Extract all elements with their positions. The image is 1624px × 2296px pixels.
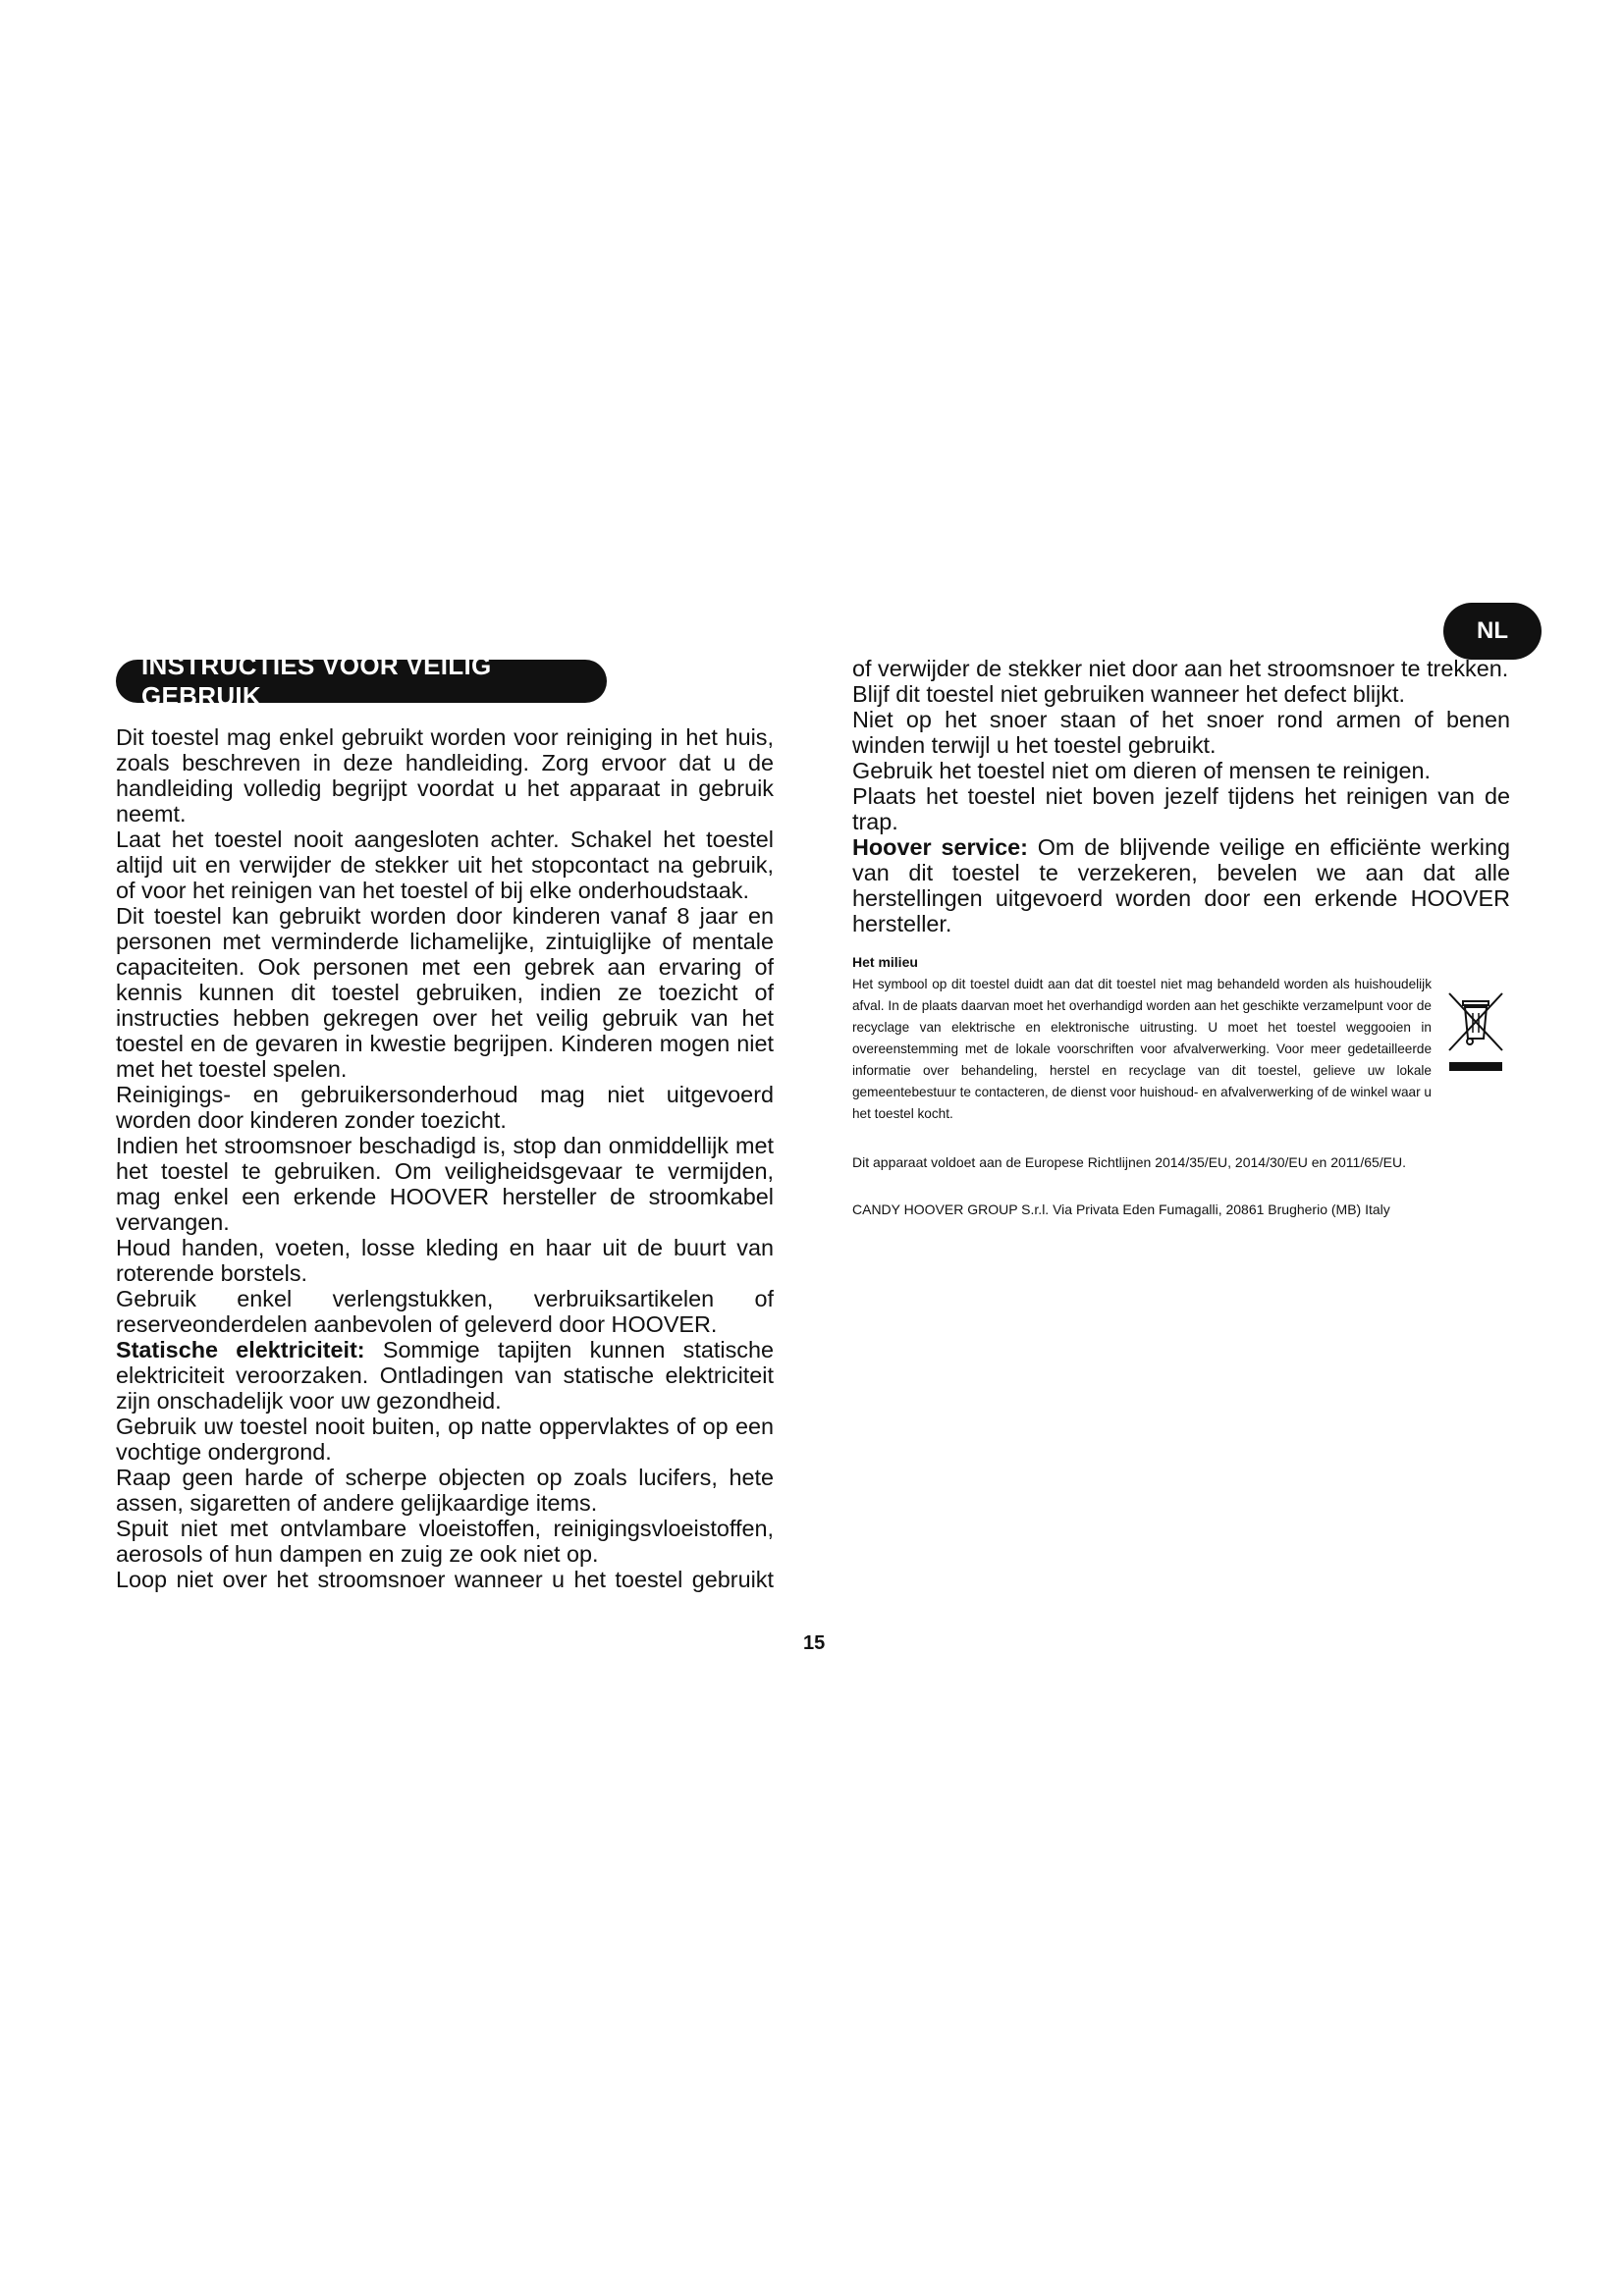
paragraph: Dit toestel kan gebruikt worden door kinderen vanaf 8 jaar en personen met verminderde lichamelijke, zintuiglijke of mentale capaciteiten. Ook personen met een gebrek aan ervaring of kennis kunnen dit toestel gebruiken, indien ze toezicht of instructies hebben gekregen over het veilig gebruik van het toestel en de gevaren in kwestie begrijpen. Kinderen mogen niet met het toestel spelen. (116, 903, 774, 1082)
paragraph: Gebruik het toestel niet om dieren of mensen te reinigen. (852, 758, 1432, 783)
paragraph-continued: Loop niet over het stroomsnoer wanneer u het toestel gebruikt (116, 1567, 774, 1592)
service-label: Hoover service: (852, 834, 1028, 860)
paragraph: Dit toestel mag enkel gebruikt worden voor reiniging in het huis, zoals beschreven in deze handleiding. Zorg ervoor dat u de handleiding volledig begrijpt voordat u het apparaat in gebruik neemt. (116, 724, 774, 827)
environment-text: Het symbool op dit toestel duidt aan dat dit toestel niet mag behandeld worden als huishoudelijk afval. In de plaats daarvan moet het overhandigd worden aan het geschikte verzamelpunt voor de recyclage van elektrische en elektronische uitrusting. U moet het toestel weggooien in overeenstemming met de lokale voorschriften voor afvalverwerking. Voor meer gedetailleerde informatie over behandeling, herstel en recyclage van dit toestel, gelieve uw lokale gemeentebestuur te contacteren, de dienst voor huishoud- en afvalverwerking of de winkel waar u het toestel kocht. (852, 977, 1432, 1121)
right-column (852, 656, 1510, 1219)
company-address: CANDY HOOVER GROUP S.r.l. Via Privata Eden Fumagalli, 20861 Brugherio (MB) Italy (852, 1201, 1390, 1217)
paragraph: of verwijder de stekker niet door aan het stroomsnoer te trekken. (852, 656, 1509, 681)
crossed-out-wheelie-bin-icon (1441, 980, 1510, 1088)
paragraph: Blijf dit toestel niet gebruiken wanneer het defect blijkt. (852, 681, 1405, 707)
environment-title: Het milieu (852, 954, 918, 970)
static-electricity-paragraph (116, 1337, 774, 1414)
page-number: 15 (803, 1632, 826, 1654)
service-text: Om de blijvende veilige en efficiënte werking van dit toestel te verzekeren, bevelen we aan dat alle herstellingen uitgevoerd worden door een erkende HOOVER hersteller. (852, 834, 1510, 936)
environment-block (852, 974, 1510, 1125)
hoover-service-paragraph (852, 834, 1510, 936)
paragraph: Gebruik uw toestel nooit buiten, op natte oppervlaktes of op een vochtige ondergrond. (116, 1414, 774, 1465)
language-badge: NL (1443, 603, 1542, 660)
paragraph: Reinigings- en gebruikersonderhoud mag niet uitgevoerd worden door kinderen zonder toezicht. (116, 1082, 774, 1133)
paragraph: Laat het toestel nooit aangesloten achter. Schakel het toestel altijd uit en verwijder de stekker uit het stopcontact na gebruik, of voor het reinigen van het toestel of bij elke onderhoudstaak. (116, 827, 774, 903)
static-text: Sommige tapijten kunnen statische elektriciteit veroorzaken. Ontladingen van statische elektriciteit zijn onschadelijk voor uw gezondheid. (116, 1337, 774, 1414)
section-title: INSTRUCTIES VOOR VEILIG GEBRUIK (116, 660, 607, 703)
paragraph: Raap geen harde of scherpe objecten op zoals lucifers, hete assen, sigaretten of andere gelijkaardige items. (116, 1465, 774, 1516)
paragraph: Niet op het snoer staan of het snoer rond armen of benen winden terwijl u het toestel gebruikt. (852, 707, 1510, 758)
paragraph: Indien het stroomsnoer beschadigd is, stop dan onmiddellijk met het toestel te gebruiken. Om veiligheidsgevaar te vermijden, mag enkel een erkende HOOVER hersteller de stroomkabel vervangen. (116, 1133, 774, 1235)
left-column (116, 724, 774, 1592)
paragraph: Spuit niet met ontvlambare vloeistoffen, reinigingsvloeistoffen, aerosols of hun dampen en zuig ze ook niet op. (116, 1516, 774, 1567)
directives-text: Dit apparaat voldoet aan de Europese Richtlijnen 2014/35/EU, 2014/30/EU en 2011/65/EU. (852, 1154, 1407, 1170)
static-label: Statische elektriciteit: (116, 1337, 365, 1362)
paragraph: Plaats het toestel niet boven jezelf tijdens het reinigen van de trap. (852, 783, 1510, 834)
paragraph: Houd handen, voeten, losse kleding en haar uit de buurt van roterende borstels. (116, 1235, 774, 1286)
paragraph: Gebruik enkel verlengstukken, verbruiksartikelen of reserveonderdelen aanbevolen of geleverd door HOOVER. (116, 1286, 774, 1337)
